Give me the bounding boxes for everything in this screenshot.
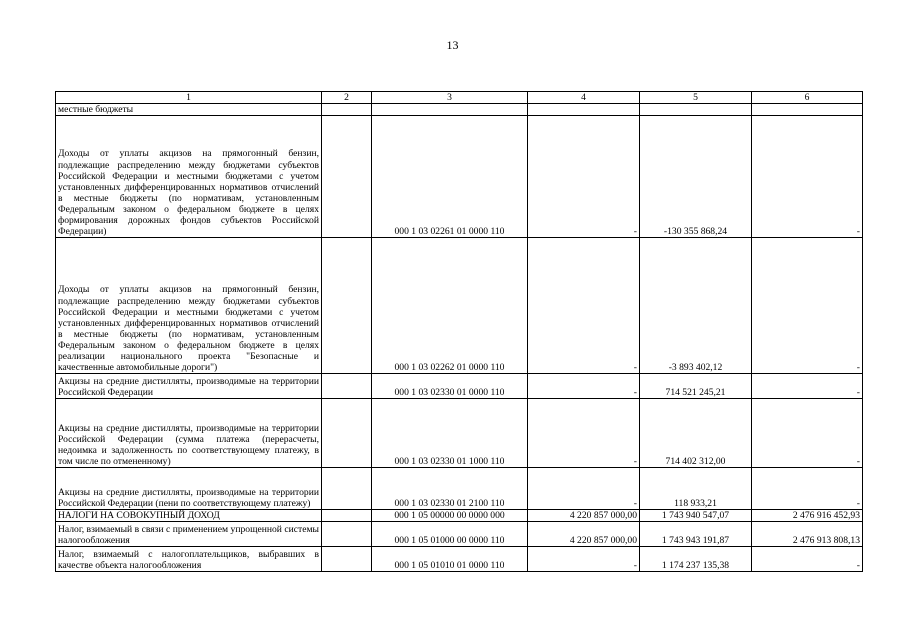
row-col2 <box>322 104 372 116</box>
row-name: местные бюджеты <box>56 104 322 116</box>
row-name: Доходы от уплаты акцизов на прямогонный бензин, подлежащие распределению между бюджетами субъектов Российской Федерации и местными бюджетами с учетом установленных дифференцированных нормативов отчислений в местные бюджеты (по нормативам, установленным Федеральным законом о федеральном бюджете в целях формирования дорожных фондов субъектов Российской Федерации) <box>56 116 322 238</box>
row-plan: 4 220 857 000,00 <box>528 522 640 547</box>
table-row <box>56 399 863 468</box>
row-code: 000 1 03 02330 01 1000 110 <box>372 399 528 468</box>
row-plan: - <box>528 468 640 510</box>
row-prev: 2 476 916 452,93 <box>752 510 863 522</box>
row-exec: -3 893 402,12 <box>640 238 752 374</box>
column-header-3: 3 <box>372 92 528 104</box>
row-col2 <box>322 374 372 399</box>
row-code: 000 1 03 02261 01 0000 110 <box>372 116 528 238</box>
row-exec: 714 402 312,00 <box>640 399 752 468</box>
row-plan: - <box>528 399 640 468</box>
table-row <box>56 116 863 238</box>
table-row <box>56 547 863 572</box>
column-header-4: 4 <box>528 92 640 104</box>
table-row <box>56 522 863 547</box>
table-row <box>56 510 863 522</box>
row-name: НАЛОГИ НА СОВОКУПНЫЙ ДОХОД <box>56 510 322 522</box>
column-header-6: 6 <box>752 92 863 104</box>
column-number-row <box>56 92 863 104</box>
row-prev: - <box>752 116 863 238</box>
row-exec: 1 174 237 135,38 <box>640 547 752 572</box>
page-number: 13 <box>446 38 459 52</box>
column-header-2: 2 <box>322 92 372 104</box>
row-name: Акцизы на средние дистилляты, производимые на территории Российской Федерации <box>56 374 322 399</box>
row-code: 000 1 03 02262 01 0000 110 <box>372 238 528 374</box>
row-prev: - <box>752 468 863 510</box>
row-code <box>372 104 528 116</box>
row-code: 000 1 05 00000 00 0000 000 <box>372 510 528 522</box>
row-exec <box>640 104 752 116</box>
row-plan: - <box>528 238 640 374</box>
row-name: Доходы от уплаты акцизов на прямогонный бензин, подлежащие распределению между бюджетами субъектов Российской Федерации и местными бюджетами с учетом установленных дифференцированных нормативов отчислений в местные бюджеты (по нормативам, установленным Федеральным законом о федеральном бюджете в целях реализации национального проекта "Безопасные и качественные автомобильные дороги") <box>56 238 322 374</box>
row-exec: 1 743 940 547,07 <box>640 510 752 522</box>
row-col2 <box>322 116 372 238</box>
row-prev <box>752 104 863 116</box>
row-col2 <box>322 522 372 547</box>
row-name: Налог, взимаемый в связи с применением упрощенной системы налогообложения <box>56 522 322 547</box>
revenue-table <box>55 91 863 572</box>
row-plan: 4 220 857 000,00 <box>528 510 640 522</box>
row-prev: - <box>752 374 863 399</box>
row-col2 <box>322 399 372 468</box>
row-name: Налог, взимаемый с налогоплательщиков, выбравших в качестве объекта налогообложения <box>56 547 322 572</box>
row-plan: - <box>528 116 640 238</box>
row-name: Акцизы на средние дистилляты, производимые на территории Российской Федерации (пени по соответствующему платежу) <box>56 468 322 510</box>
table-row <box>56 468 863 510</box>
row-code: 000 1 05 01000 00 0000 110 <box>372 522 528 547</box>
row-plan: - <box>528 547 640 572</box>
table-row <box>56 374 863 399</box>
row-exec: 714 521 245,21 <box>640 374 752 399</box>
row-code: 000 1 03 02330 01 0000 110 <box>372 374 528 399</box>
row-prev: - <box>752 238 863 374</box>
table-row <box>56 104 863 116</box>
row-prev: 2 476 913 808,13 <box>752 522 863 547</box>
column-header-5: 5 <box>640 92 752 104</box>
row-exec: 1 743 943 191,87 <box>640 522 752 547</box>
row-plan: - <box>528 374 640 399</box>
row-col2 <box>322 510 372 522</box>
table-row <box>56 238 863 374</box>
row-col2 <box>322 238 372 374</box>
row-prev: - <box>752 547 863 572</box>
row-code: 000 1 03 02330 01 2100 110 <box>372 468 528 510</box>
row-col2 <box>322 468 372 510</box>
column-header-1: 1 <box>56 92 322 104</box>
row-name: Акцизы на средние дистилляты, производимые на территории Российской Федерации (сумма платежа (перерасчеты, недоимка и задолженность по соответствующему платежу, в том числе по отмененному) <box>56 399 322 468</box>
row-exec: 118 933,21 <box>640 468 752 510</box>
row-code: 000 1 05 01010 01 0000 110 <box>372 547 528 572</box>
row-prev: - <box>752 399 863 468</box>
row-col2 <box>322 547 372 572</box>
row-exec: -130 355 868,24 <box>640 116 752 238</box>
row-plan <box>528 104 640 116</box>
